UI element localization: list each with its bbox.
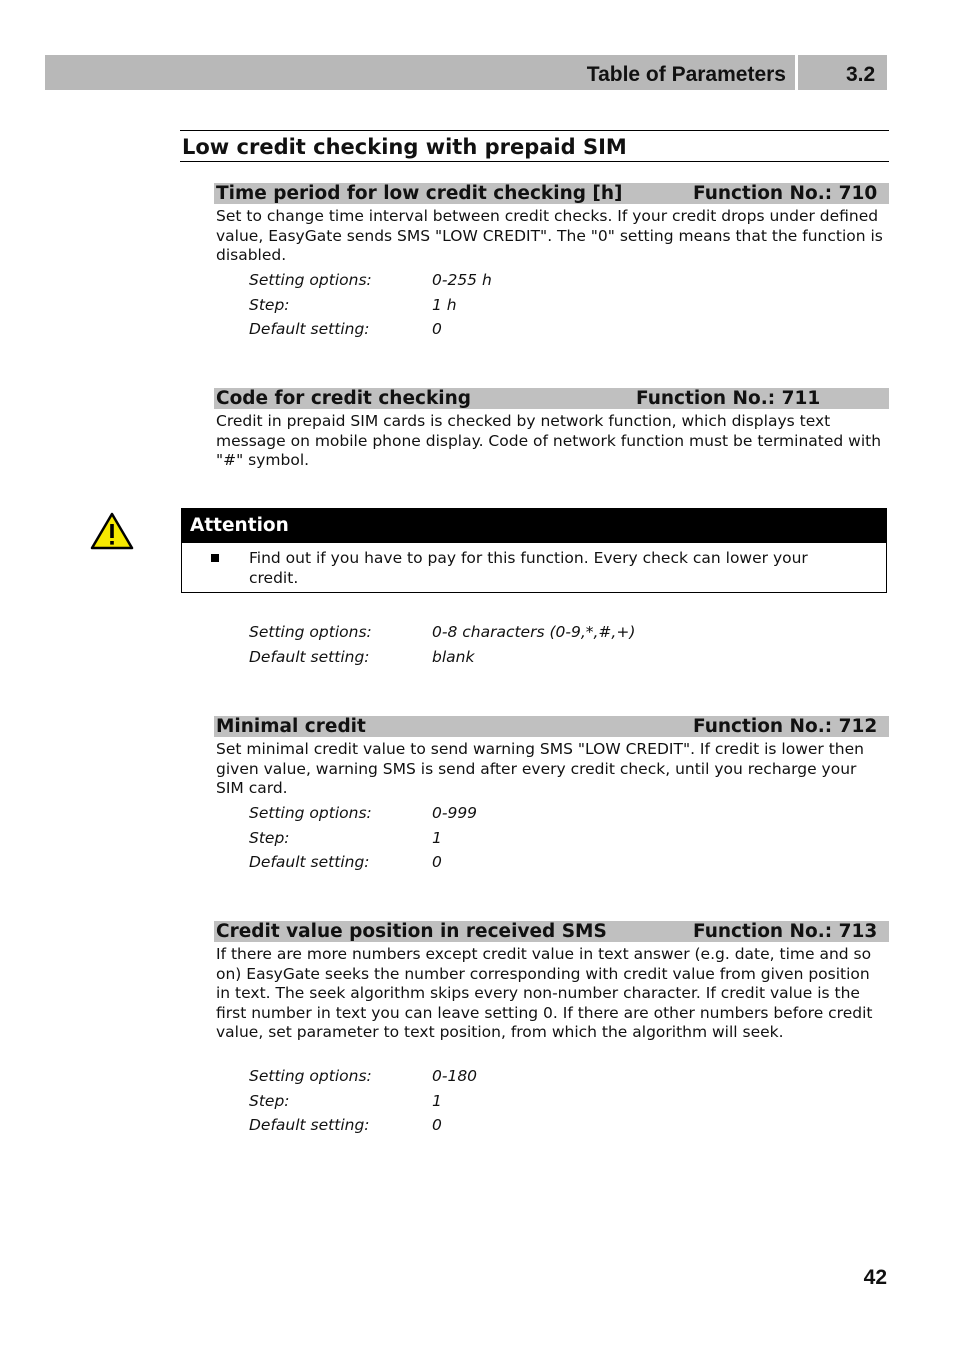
param-711-title: Code for credit checking	[216, 388, 472, 409]
param-713-header	[214, 921, 889, 942]
option-value: 1 h	[432, 295, 457, 314]
option-value: 0-180	[432, 1067, 478, 1085]
option-value: 0-255 h	[432, 271, 492, 289]
option-label: Default setting:	[249, 1116, 370, 1134]
warning-icon	[90, 512, 134, 550]
param-713-description: If there are more numbers except credit value in text answer (e.g. date, time and so on) EasyGate seeks the number corresponding with credit value from given position in text. The seek algorithm skips every non-number character. If credit value is the first number in text you can leave setting 0. If there are other numbers before credit value, set parameter to text position, from which the algorithm will seek.	[216, 945, 873, 1041]
option-label: Default setting:	[249, 320, 370, 338]
param-712-function-no: Function No.: 712	[693, 716, 878, 737]
attention-heading: Attention	[182, 509, 886, 543]
header-title: Table of Parameters	[586, 63, 786, 86]
option-label: Default setting:	[249, 853, 370, 871]
param-711-header	[214, 388, 889, 409]
section-title: Low credit checking with prepaid SIM	[180, 130, 889, 162]
option-label: Setting options:	[249, 804, 372, 822]
param-710-title: Time period for low credit checking [h]	[216, 183, 623, 204]
header-section-number: 3.2	[798, 55, 887, 90]
option-label: Step:	[249, 1091, 290, 1110]
option-value: 0	[432, 320, 442, 338]
param-713-title: Credit value position in received SMS	[216, 921, 607, 942]
option-label: Default setting:	[249, 647, 370, 666]
param-712-description: Set minimal credit value to send warning SMS "LOW CREDIT". If credit is lower then given value, warning SMS is send after every credit check, until you recharge your SIM card.	[216, 740, 864, 797]
param-710-function-no: Function No.: 710	[693, 183, 878, 204]
option-label: Step:	[249, 828, 290, 847]
bullet-square-icon	[211, 554, 219, 562]
option-value: 0-999	[432, 804, 478, 822]
param-711-function-no: Function No.: 711	[636, 388, 821, 409]
option-value: 1	[432, 1091, 442, 1110]
option-label: Setting options:	[249, 271, 372, 289]
param-710-header	[214, 183, 889, 204]
option-value: 0	[432, 1116, 442, 1134]
option-label: Setting options:	[249, 623, 372, 641]
option-label: Setting options:	[249, 1067, 372, 1085]
page-number: 42	[863, 1266, 887, 1289]
param-713-function-no: Function No.: 713	[693, 921, 878, 942]
option-value: blank	[432, 647, 475, 666]
param-710-description: Set to change time interval between credit checks. If your credit drops under defined value, EasyGate sends SMS "LOW CREDIT". The "0" setting means that the function is disabled.	[216, 207, 883, 264]
param-712-title: Minimal credit	[216, 716, 366, 737]
param-712-header	[214, 716, 889, 737]
header-bar	[45, 55, 795, 90]
option-value: 0	[432, 853, 442, 871]
attention-box	[181, 508, 887, 593]
option-value: 0-8 characters (0-9,*,#,+)	[432, 623, 636, 641]
param-711-description: Credit in prepaid SIM cards is checked by network function, which displays text message on mobile phone display. Code of network function must be terminated with "#" symbol.	[216, 412, 882, 469]
option-value: 1	[432, 828, 442, 847]
option-label: Step:	[249, 295, 290, 314]
attention-text: Find out if you have to pay for this function. Every check can lower your credit.	[249, 549, 808, 587]
